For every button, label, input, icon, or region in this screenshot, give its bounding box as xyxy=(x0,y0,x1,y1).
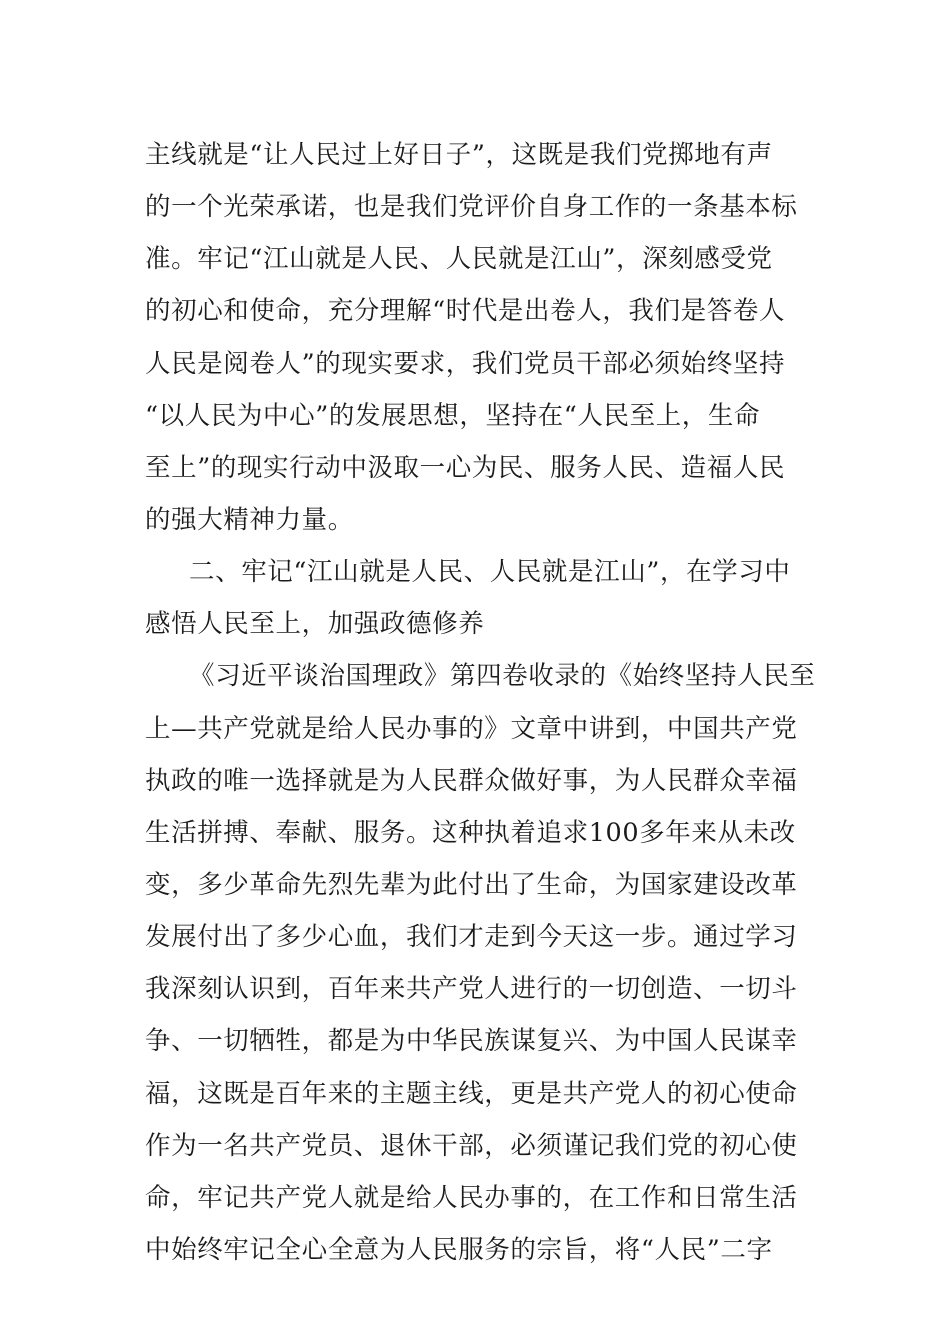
text-line: 的强大精神力量。 xyxy=(145,504,354,535)
document-body xyxy=(145,129,816,1276)
text-line: 人民是阅卷人”的现实要求，我们党员干部必须始终坚持 xyxy=(145,348,786,379)
text-line: 执政的唯一选择就是为人民群众做好事，为人民群众幸福 xyxy=(145,765,798,796)
text-line: 的初心和使命，充分理解“时代是出卷人，我们是答卷人 xyxy=(145,296,786,327)
text-line: 的一个光荣承诺，也是我们党评价自身工作的一条基本标 xyxy=(145,192,798,223)
text-line: 生活拼搏、奉献、服务。这种执着追求100多年来从未改 xyxy=(145,817,796,848)
text-line: 福，这既是百年来的主题主线，更是共产党人的初心使命 xyxy=(145,1078,798,1109)
section-heading-line: 二、牢记“江山就是人民、人民就是江山”，在学习中 xyxy=(189,557,791,588)
text-line: 发展付出了多少心血，我们才走到今天这一步。通过学习 xyxy=(145,922,798,953)
text-line: 争、一切牺牲，都是为中华民族谋复兴、为中国人民谋幸 xyxy=(145,1026,798,1057)
text-line: 命，牢记共产党人就是给人民办事的，在工作和日常生活 xyxy=(145,1182,798,1213)
text-line: 准。牢记“江山就是人民、人民就是江山”，深刻感受党 xyxy=(145,244,773,275)
text-line: 作为一名共产党员、退休干部，必须谨记我们党的初心使 xyxy=(145,1130,798,1161)
text-line: 至上”的现实行动中汲取一心为民、服务人民、造福人民 xyxy=(145,452,786,483)
text-line: 上—共产党就是给人民办事的》文章中讲到，中国共产党 xyxy=(145,713,798,744)
section-heading-line: 感悟人民至上，加强政德修养 xyxy=(145,609,485,640)
text-line: 变，多少革命先烈先辈为此付出了生命，为国家建设改革 xyxy=(145,869,798,900)
text-line: 主线就是“让人民过上好日子”，这既是我们党掷地有声 xyxy=(145,140,773,170)
text-line: “以人民为中心”的发展思想，坚持在“人民至上，生命 xyxy=(145,400,761,431)
text-line: 《习近平谈治国理政》第四卷收录的《始终坚持人民至 xyxy=(189,661,816,692)
text-line: 我深刻认识到，百年来共产党人进行的一切创造、一切斗 xyxy=(145,974,798,1005)
text-line: 中始终牢记全心全意为人民服务的宗旨，将“人民”二字 xyxy=(145,1234,773,1265)
